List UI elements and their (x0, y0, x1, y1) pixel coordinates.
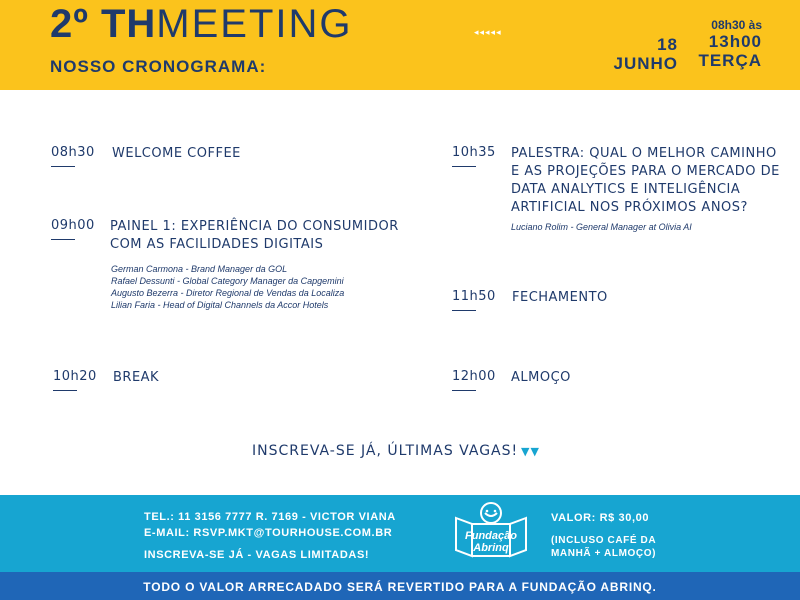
time-underline (51, 239, 75, 240)
contact-email[interactable]: E-MAIL: RSVP.MKT@TOURHOUSE.COM.BR (144, 527, 393, 539)
schedule-title-line: WELCOME COFFEE (112, 146, 241, 161)
event-title-bold: 2º TH (50, 2, 157, 46)
time-underline (452, 166, 476, 167)
ticket-price: VALOR: R$ 30,00 (551, 512, 650, 524)
contact-phone: TEL.: 11 3156 7777 R. 7169 - VICTOR VIANA (144, 511, 396, 523)
left-arrows-icon: ◂◂◂◂◂ (474, 28, 502, 38)
speaker-entry: Lilian Faria - Head of Digital Channels da Accor Hotels (111, 300, 329, 310)
event-title-light: MEETING (156, 2, 353, 46)
event-weekday: TERÇA (698, 51, 762, 70)
signup-note: INSCREVA-SE JÁ - VAGAS LIMITADAS! (144, 549, 370, 561)
schedule-title (110, 218, 399, 254)
schedule-heading: NOSSO CRONOGRAMA: (50, 57, 267, 76)
event-date-month: JUNHO (613, 54, 678, 73)
schedule-title-line: BREAK (113, 370, 160, 385)
fundacao-abrinq-logo (452, 498, 530, 560)
time-underline (53, 390, 77, 391)
event-time (690, 18, 762, 70)
schedule-title-line: COM AS FACILIDADES DIGITAIS (110, 237, 324, 252)
schedule-title-line: E AS PROJEÇÕES PARA O MERCADO DE (511, 164, 780, 179)
logo-text-line2: Abrinq (473, 542, 509, 554)
signup-call-to-action[interactable]: INSCREVA-SE JÁ, ÚLTIMAS VAGAS! (252, 443, 519, 459)
speaker-entry: Rafael Dessunti - Global Category Manager da Capgemini (111, 276, 344, 286)
speaker-entry: Luciano Rolim - General Manager at Olivia AI (511, 222, 692, 232)
schedule-item (53, 369, 413, 399)
event-date (604, 35, 678, 73)
time-underline (51, 166, 75, 167)
schedule-title-line: PAINEL 1: EXPERIÊNCIA DO CONSUMIDOR (110, 219, 399, 234)
time-underline (452, 310, 476, 311)
speaker-list (511, 221, 692, 233)
schedule-item (51, 145, 411, 175)
event-time-end: 13h00 (708, 32, 762, 51)
logo-text-line1: Fundação (465, 530, 517, 542)
schedule-item (452, 289, 782, 319)
schedule-title (112, 145, 241, 163)
price-note (551, 534, 656, 560)
schedule-title-line: FECHAMENTO (512, 290, 608, 305)
schedule-title (511, 369, 571, 387)
down-arrows-icon: ▼▼ (521, 445, 540, 458)
speaker-entry: German Carmona - Brand Manager da GOL (111, 264, 288, 274)
event-date-day: 18 (657, 35, 678, 54)
schedule-title-line: ALMOÇO (511, 370, 571, 385)
schedule-item (51, 218, 411, 254)
contact-info (144, 509, 396, 563)
schedule-title (511, 145, 780, 217)
schedule-time: 12h00 (452, 369, 496, 384)
schedule-time: 09h00 (51, 218, 95, 233)
price-note-line: MANHÃ + ALMOÇO) (551, 548, 657, 559)
event-time-start: 08h30 às (711, 18, 762, 32)
schedule-item (452, 145, 782, 217)
price-note-line: (INCLUSO CAFÉ DA (551, 535, 657, 546)
event-title (50, 2, 353, 47)
schedule-title-line: PALESTRA: QUAL O MELHOR CAMINHO (511, 146, 777, 161)
speaker-entry: Augusto Bezerra - Diretor Regional de Vendas da Localiza (111, 288, 345, 298)
schedule-time: 10h20 (53, 369, 97, 384)
schedule-time: 08h30 (51, 145, 95, 160)
footer-band (0, 495, 800, 572)
donation-notice: TODO O VALOR ARRECADADO SERÁ REVERTIDO PARA A FUNDAÇÃO ABRINQ. (143, 580, 657, 594)
schedule-item (452, 369, 782, 399)
schedule-time: 11h50 (452, 289, 496, 304)
schedule-title-line: ARTIFICIAL NOS PRÓXIMOS ANOS? (511, 200, 748, 215)
schedule-title (512, 289, 608, 307)
speaker-list (111, 263, 344, 311)
schedule-title-line: DATA ANALYTICS E INTELIGÊNCIA (511, 182, 741, 197)
time-underline (452, 390, 476, 391)
schedule-title (113, 369, 159, 387)
schedule-time: 10h35 (452, 145, 496, 160)
